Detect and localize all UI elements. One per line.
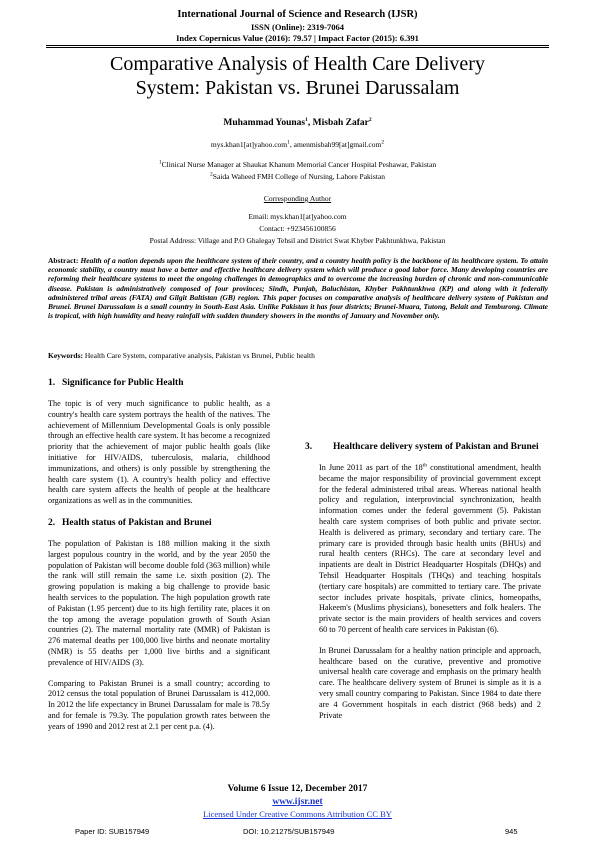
- journal-name: International Journal of Science and Research (IJSR): [177, 9, 418, 20]
- section-2-paragraph-2: Comparing to Pakistan Brunei is a small country; according to 2012 census the total population of Brunei Darussalam is 412,000. In 2012 the life expectancy in Brunei Darussalam for male is 78.5y and for female is 79.3y. The population growth rates between the years of 1990 and 2012 rest at 2.1 per cent p.a. (4).: [48, 678, 270, 731]
- footer-page-number: 945: [505, 827, 518, 836]
- journal-index: Index Copernicus Value (2016): 79.57 | Impact Factor (2015): 6.391: [176, 33, 419, 43]
- title-line-1: Comparative Analysis of Health Care Delivery: [110, 53, 485, 75]
- header-rule-top: [46, 45, 549, 46]
- footer-volume: Volume 6 Issue 12, December 2017: [227, 784, 368, 794]
- section-3-heading: 3. Healthcare delivery system of Pakistan and Brunei: [305, 442, 539, 452]
- abstract-text: Health of a nation depends upon the healthcare system of their country, and a country health policy is the backbone of its healthcare system. To attain economic stability, a country must have a better and effective healthcare delivery system which will produce a good labor force. Many developing countries are reforming their healthcare systems to meet the ongoing challenges in demographics and to overcome the increasing burden of chronic and non-communicable disease. Pakistan is administratively composed of four provinces; Sindh, Punjab, Baluchistan, Khyber Pakhtunkhwa (KP) and along with it federally administered tribal areas (FATA) and Gilgit Baltistan (GB) region. This paper focuses on comparative analysis of healthcare delivery system of Pakistan and Brunei. Brunei Darussalam is a small country in South-East Asia. Unlike Pakistan it has four districts; Brunei-Muara, Tutong, Belait and Temburong. Climate is tropical, with high humidity and heavy rainfall with sudden thundery showers in the months of January and November only.: [48, 256, 549, 321]
- section-1-heading: 1. Significance for Public Health: [48, 378, 184, 388]
- section-3-paragraph-2: In Brunei Darussalam for a healthy nation principle and approach, healthcare based on the curative, preventive and promotive universal health care coverage and emphasis on the primary health care. The healthcare delivery system of Brunei is simple as it is a very small country comparing to Pakistan. Since 1984 to date there are 4 Government hospitals in each district (968 beds) and 2 Private: [319, 645, 541, 720]
- affiliation-2: $^2$Saida Waheed FMH College of Nursing, Lahore Pakistan: [210, 171, 385, 181]
- corresponding-email: Email: mys.khan1[at]yahoo.com: [248, 212, 347, 221]
- section-2-heading: 2. Health status of Pakistan and Brunei: [48, 517, 212, 528]
- footer-license-link[interactable]: Licensed Under Creative Commons Attribution CC BY: [203, 809, 392, 819]
- author-emails: mys.khan1[at]yahoo.com$^1$, amenmisbah99[at]gmail.com$^2$: [210, 139, 385, 149]
- section-2-paragraph-1: The population of Pakistan is 188 million making it the sixth largest populous country in the world, and by the year 2050 the population of Pakistan will become double fold (363 million) while the rank will still remain the same i.e. sixth position (2). The growing population is making a big challenge to provide basic health services to the population. The high population growth rate of Pakistan (1.95 percent) due to its high fertility rate, places it on the top among the average population growth of South Asian countries (2). The maternal mortality rate (MMR) of Pakistan is 276 maternal deaths per 100,000 live births and neonate mortality (NMR) is 55 deaths per 1,000 live births and a significant prevalence of HIV/AIDS (3).: [48, 538, 270, 667]
- keywords-label: Keywords:: [48, 351, 83, 360]
- keywords: [48, 351, 548, 360]
- corresponding-address: Postal Address: Village and P.O Ghalegay Tehsil and District Swat Khyber Pakhtunkhwa, Pakistan: [149, 236, 446, 245]
- author-2: Misbah Zafar: [312, 118, 369, 128]
- footer-site-link[interactable]: www.ijsr.net: [272, 797, 323, 807]
- author-line: Muhammad Younas$^1$, Misbah Zafar$^2$: [223, 116, 372, 128]
- abstract-label: Abstract:: [48, 256, 79, 265]
- corresponding-contact: Contact: +923456100856: [259, 224, 336, 233]
- section-3-paragraph-1: In June 2011 as part of the 18th constitutional amendment, health became the major responsibility of provincial government except for the federal administered tribal areas. Whereas national health policy and regulation, interprovincial synchronization, health information comes under the federal government (5). Pakistan health care system comprises of both public and private sector. Health is delivered as primary, secondary and tertiary care. The primary care is provided through basic health units (BHUs) and rural health centers (RHCs). The care at secondary level and inpatients are dealt in District Headquarter Hospitals (DHQs) and Tehsil Headquarter Hospitals (THQs) and teaching hospitals (tertiary care hospitals) are committed to tertiary care. The private sector includes private hospitals, private clinics, homeopaths, Hakeem's (Muslims physicians), bonesetters and folk healers. The private sector is the main providers of health services and covers 60 to 70 percent of health care services in Pakistan (6).: [319, 462, 541, 634]
- footer-paper-id: Paper ID: SUB157949: [75, 827, 150, 836]
- section-1-paragraph: The topic is of very much significance to public health, as a country's health care system portrays the health of the natives. The achievement of Millennium Developmental Goals is only possible through an effective health care system. It has become a recognized priority that the achievement of major public health goals (like initiative for HIV/AIDS, tuberculosis, malaria, childhood immunizations, and others) is only possible by strengthening the health care system (1). A country's health policy and effective health care system affects the health of people at the healthcare organizations as well as in the communities.: [48, 399, 270, 506]
- footer-doi: DOI: 10.21275/SUB157949: [243, 827, 335, 836]
- corresponding-author-label: Corresponding Author: [263, 194, 332, 203]
- header-rule-bottom: [46, 47, 549, 48]
- keywords-text: Health Care System, comparative analysis, Pakistan vs Brunei, Public health: [84, 351, 315, 360]
- title-line-2: System: Pakistan vs. Brunei Darussalam: [135, 77, 460, 99]
- affiliation-1: $^1$Clinical Nurse Manager at Shaukat Khanum Memorial Cancer Hospital Peshawar, Pakistan: [158, 159, 437, 169]
- paper-title: [40, 52, 555, 100]
- abstract: [48, 256, 548, 320]
- journal-issn: ISSN (Online): 2319-7064: [250, 22, 345, 32]
- left-column: [48, 377, 270, 743]
- author-1: Muhammad Younas: [223, 118, 306, 128]
- right-column: [305, 378, 541, 731]
